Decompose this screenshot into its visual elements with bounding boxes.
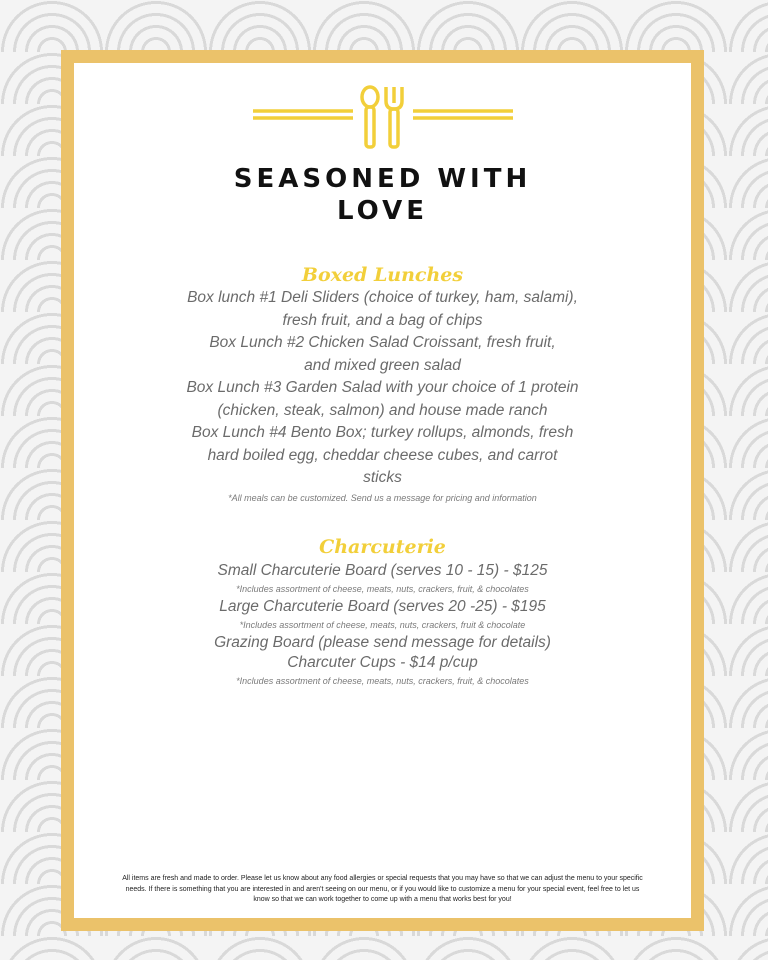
- boxed-line: and mixed green salad: [304, 356, 461, 374]
- charcuterie-cups: Charcuter Cups - $14 p/cup: [287, 654, 478, 671]
- page-title: [74, 163, 691, 227]
- boxed-note: *All meals can be customized. Send us a message for pricing and information: [228, 492, 537, 503]
- charcuterie-section: [74, 535, 691, 689]
- logo: [74, 85, 691, 151]
- spoon-fork-icon: [253, 85, 513, 151]
- small-board: Small Charcuterie Board (serves 10 - 15) - $125: [217, 562, 548, 579]
- boxed-line: Box lunch #1 Deli Sliders (choice of turkey, ham, salami),: [187, 289, 578, 306]
- menu-frame: [61, 50, 704, 931]
- footer-line: needs. If there is something that you are interested in and aren't seeing on our menu, or if you would like to customize a menu for your special event, feel free to let us: [125, 885, 640, 893]
- footer-line: know so that we can work together to come up with a menu that works best for you!: [253, 896, 512, 903]
- small-board-note: *Includes assortment of cheese, meats, nuts, crackers, fruit, & chocolates: [236, 584, 529, 594]
- charcuterie-heading: Charcuterie: [319, 536, 446, 558]
- menu-paper: [74, 63, 691, 918]
- cups-note: *Includes assortment of cheese, meats, nuts, crackers, fruit, & chocolates: [236, 676, 529, 686]
- boxed-line: Box Lunch #3 Garden Salad with your choice of 1 protein: [186, 379, 579, 396]
- boxed-line: fresh fruit, and a bag of chips: [282, 311, 483, 329]
- large-board: Large Charcuterie Board (serves 20 -25) - $195: [219, 598, 546, 615]
- title-line-1: SEASONED WITH: [233, 164, 532, 194]
- footer-line: All items are fresh and made to order. Please let us know about any food allergies or special requests that you may have so that we can adjust the menu to your specific: [122, 875, 643, 882]
- boxed-lunches-heading: Boxed Lunches: [301, 264, 464, 286]
- boxed-line: Box Lunch #2 Chicken Salad Croissant, fresh fruit,: [209, 334, 556, 351]
- footer-disclaimer: [80, 874, 685, 906]
- boxed-line: (chicken, steak, salmon) and house made ranch: [217, 401, 548, 419]
- boxed-line: Box Lunch #4 Bento Box; turkey rollups, almonds, fresh: [191, 424, 574, 441]
- title-line-2: LOVE: [337, 196, 428, 226]
- boxed-line: sticks: [363, 469, 402, 486]
- large-board-note: *Includes assortment of cheese, meats, nuts, crackers, fruit & chocolate: [239, 620, 526, 630]
- boxed-line: hard boiled egg, cheddar cheese cubes, and carrot: [207, 446, 558, 464]
- boxed-lunches-section: [74, 263, 691, 505]
- grazing-board: Grazing Board (please send message for details): [214, 634, 551, 651]
